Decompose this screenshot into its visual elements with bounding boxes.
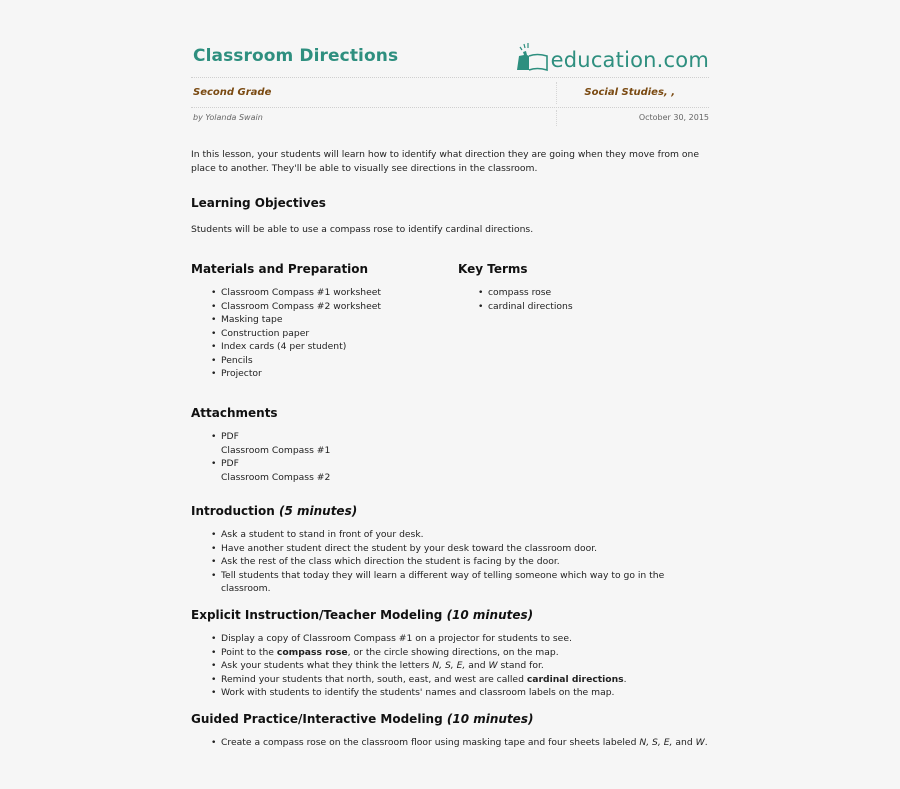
letters: W [695, 737, 705, 748]
letters: W [488, 660, 498, 671]
list-item: • Classroom Compass #2 worksheet [221, 300, 711, 314]
materials-list [191, 286, 711, 381]
list-item: • Ask a student to stand in front of your desk. [221, 528, 711, 542]
heading-text: Explicit Instruction/Teacher Modeling [191, 608, 443, 622]
text: and [672, 737, 696, 748]
page-title: Classroom Directions [193, 46, 399, 66]
materials-and-terms [191, 262, 711, 381]
duration: (5 minutes) [278, 504, 358, 518]
guided-practice-heading [191, 712, 711, 727]
text: Point to the [221, 646, 277, 658]
materials-section [191, 262, 711, 381]
introduction-section [191, 504, 711, 596]
attachment-type: • PDF [221, 431, 239, 442]
key-terms-section [458, 262, 573, 313]
list-item: • Pencils [221, 354, 711, 368]
list-item [221, 673, 711, 687]
attachment-type: • PDF [221, 458, 239, 469]
author: by Yolanda Swain [193, 113, 263, 122]
list-item: • Have another student direct the student by your desk toward the classroom door. [221, 542, 711, 556]
attachments-heading: Attachments [191, 406, 278, 420]
grade-label[interactable]: Second Grade [193, 87, 272, 98]
divider [191, 77, 709, 78]
letters: N, S, E, [432, 660, 466, 671]
text: Remind your students that north, south, east, and west are called [221, 673, 527, 685]
explicit-instruction-section [191, 608, 711, 700]
duration: (10 minutes) [446, 608, 534, 622]
book-reader-icon [515, 42, 549, 72]
attachment-link[interactable]: Classroom Compass #2 [221, 471, 331, 483]
heading-text: Introduction [191, 504, 275, 518]
attachments-list [191, 430, 711, 484]
divider-vertical [556, 110, 557, 126]
key-term: compass rose [276, 646, 348, 658]
list-item: • Construction paper [221, 327, 711, 341]
learning-objectives-heading: Learning Objectives [191, 196, 326, 210]
logo-suffix: .com [656, 48, 709, 72]
learning-objectives-text: Students will be able to use a compass rose to identify cardinal directions. [191, 224, 534, 235]
list-item [221, 736, 711, 750]
guided-practice-section [191, 712, 711, 750]
education-com-logo[interactable] [515, 42, 709, 72]
list-item: • compass rose [488, 286, 573, 300]
text: stand for. [497, 660, 544, 671]
list-item: • Ask the rest of the class which direction the student is facing by the door. [221, 555, 711, 569]
list-item: • Work with students to identify the students' names and classroom labels on the map. [221, 686, 711, 700]
list-item [221, 659, 711, 673]
text: , or the circle showing directions, on the map. [347, 646, 559, 658]
attachments-section [191, 406, 711, 484]
text: and [465, 660, 489, 671]
list-item: • Index cards (4 per student) [221, 340, 711, 354]
attachment-item[interactable] [221, 430, 711, 457]
logo-main: education [550, 48, 657, 72]
materials-heading: Materials and Preparation [191, 262, 369, 276]
subject-label[interactable]: Social Studies, , [584, 87, 675, 98]
key-term: cardinal directions [526, 673, 624, 685]
divider-vertical [556, 82, 557, 104]
list-item: • Projector [221, 367, 711, 381]
list-item: • Masking tape [221, 313, 711, 327]
explicit-instruction-heading [191, 608, 711, 623]
key-terms-heading: Key Terms [458, 262, 528, 276]
list-item: • Classroom Compass #1 worksheet [221, 286, 711, 300]
heading-text: Guided Practice/Interactive Modeling [191, 712, 443, 726]
list-item: • cardinal directions [488, 300, 573, 314]
text: . [623, 673, 627, 685]
introduction-heading [191, 504, 711, 519]
logo-text [551, 48, 709, 72]
text: Ask your students what they think the letters [221, 660, 433, 671]
list-item: • Tell students that today they will learn a different way of telling someone which way to go in the classroom. [221, 569, 711, 596]
key-terms-list [458, 286, 573, 313]
divider [191, 107, 709, 108]
introduction-list [191, 528, 711, 596]
list-item: • Display a copy of Classroom Compass #1 on a projector for students to see. [221, 632, 711, 646]
text: . [704, 737, 708, 748]
text: Create a compass rose on the classroom floor using masking tape and four sheets labeled [221, 737, 640, 748]
guided-practice-list [191, 736, 711, 750]
letters: N, S, E, [639, 737, 673, 748]
duration: (10 minutes) [446, 712, 534, 726]
intro-paragraph: In this lesson, your students will learn how to identify what direction they are going when they move from one place to another. They'll be able to visually see directions in the classroom. [191, 149, 699, 174]
attachment-item[interactable] [221, 457, 711, 484]
list-item [221, 646, 711, 660]
explicit-instruction-list [191, 632, 711, 700]
attachment-link[interactable]: Classroom Compass #1 [221, 444, 331, 456]
publish-date: October 30, 2015 [638, 113, 709, 122]
